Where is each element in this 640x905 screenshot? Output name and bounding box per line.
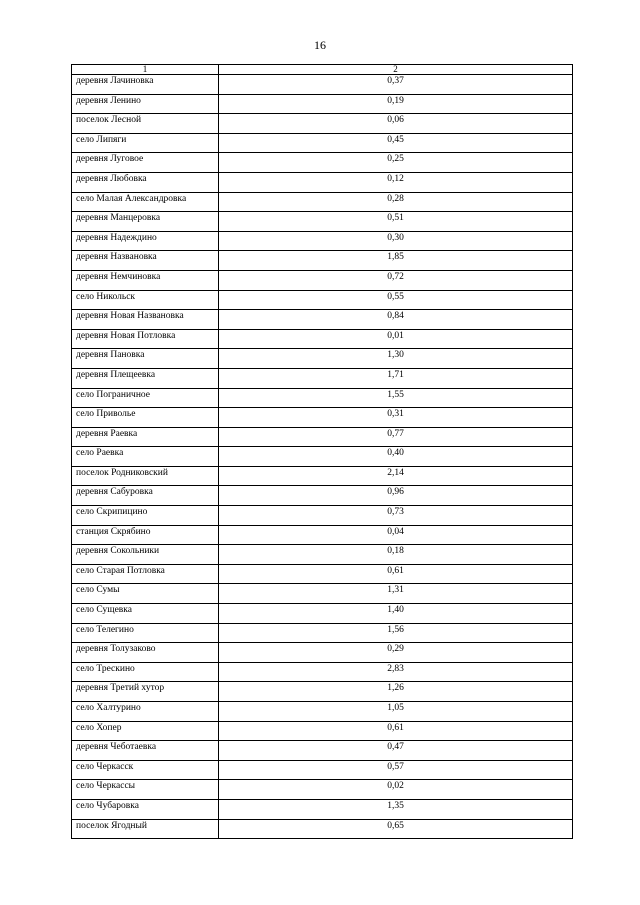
table-row bbox=[72, 486, 573, 506]
settlement-name-cell: село Трескино bbox=[72, 662, 219, 682]
value-cell: 2,14 bbox=[219, 466, 573, 486]
value-cell: 0,25 bbox=[219, 153, 573, 173]
table-row bbox=[72, 721, 573, 741]
settlement-name-cell: село Раевка bbox=[72, 447, 219, 467]
settlement-name-cell: станция Скрябино bbox=[72, 525, 219, 545]
table-row bbox=[72, 368, 573, 388]
value-cell: 0,12 bbox=[219, 172, 573, 192]
table-row bbox=[72, 329, 573, 349]
table-row bbox=[72, 290, 573, 310]
value-cell: 0,61 bbox=[219, 564, 573, 584]
value-cell: 1,30 bbox=[219, 349, 573, 369]
settlement-name-cell: село Телегино bbox=[72, 623, 219, 643]
settlement-name-cell: поселок Родниковский bbox=[72, 466, 219, 486]
table-row bbox=[72, 525, 573, 545]
settlement-name-cell: село Липяги bbox=[72, 133, 219, 153]
table-row bbox=[72, 643, 573, 663]
settlement-name-cell: село Черкасск bbox=[72, 760, 219, 780]
table-row bbox=[72, 466, 573, 486]
table-row bbox=[72, 270, 573, 290]
table-row bbox=[72, 172, 573, 192]
value-cell: 0,73 bbox=[219, 506, 573, 526]
settlement-name-cell: деревня Названовка bbox=[72, 251, 219, 271]
table-row bbox=[72, 153, 573, 173]
settlement-name-cell: деревня Любовка bbox=[72, 172, 219, 192]
value-cell: 0,72 bbox=[219, 270, 573, 290]
table-row bbox=[72, 545, 573, 565]
value-cell: 0,19 bbox=[219, 94, 573, 114]
value-cell: 0,47 bbox=[219, 741, 573, 761]
settlement-name-cell: деревня Новая Потловка bbox=[72, 329, 219, 349]
value-cell: 0,77 bbox=[219, 427, 573, 447]
value-cell: 0,29 bbox=[219, 643, 573, 663]
value-cell: 1,56 bbox=[219, 623, 573, 643]
value-cell: 0,96 bbox=[219, 486, 573, 506]
table-body bbox=[72, 65, 573, 839]
value-cell: 1,40 bbox=[219, 604, 573, 624]
value-cell: 1,31 bbox=[219, 584, 573, 604]
value-cell: 0,18 bbox=[219, 545, 573, 565]
value-cell: 0,37 bbox=[219, 75, 573, 95]
settlement-name-cell: поселок Лесной bbox=[72, 114, 219, 134]
table-header-row bbox=[72, 65, 573, 75]
settlement-name-cell: село Никольск bbox=[72, 290, 219, 310]
settlement-name-cell: деревня Толузаково bbox=[72, 643, 219, 663]
settlement-name-cell: деревня Немчиновка bbox=[72, 270, 219, 290]
settlement-name-cell: деревня Пановка bbox=[72, 349, 219, 369]
settlement-name-cell: село Скрипицино bbox=[72, 506, 219, 526]
settlement-name-cell: деревня Надеждино bbox=[72, 231, 219, 251]
settlement-name-cell: село Чубаровка bbox=[72, 799, 219, 819]
settlement-name-cell: деревня Раевка bbox=[72, 427, 219, 447]
settlement-name-cell: село Халтурино bbox=[72, 702, 219, 722]
settlement-name-cell: деревня Новая Названовка bbox=[72, 310, 219, 330]
settlement-name-cell: село Сущевка bbox=[72, 604, 219, 624]
settlement-name-cell: деревня Третий хутор bbox=[72, 682, 219, 702]
value-cell: 0,31 bbox=[219, 408, 573, 428]
settlement-name-cell: деревня Плещеевка bbox=[72, 368, 219, 388]
settlement-name-cell: село Старая Потловка bbox=[72, 564, 219, 584]
table-row bbox=[72, 506, 573, 526]
table-row bbox=[72, 623, 573, 643]
table-row bbox=[72, 584, 573, 604]
settlement-name-cell: село Пограничное bbox=[72, 388, 219, 408]
settlement-name-cell: деревня Сокольники bbox=[72, 545, 219, 565]
table-row bbox=[72, 662, 573, 682]
value-cell: 0,02 bbox=[219, 780, 573, 800]
table-row bbox=[72, 682, 573, 702]
page-number: 16 bbox=[314, 38, 326, 52]
settlement-name-cell: село Хопер bbox=[72, 721, 219, 741]
value-cell: 0,61 bbox=[219, 721, 573, 741]
value-cell: 0,04 bbox=[219, 525, 573, 545]
settlement-name-cell: деревня Луговое bbox=[72, 153, 219, 173]
value-cell: 1,85 bbox=[219, 251, 573, 271]
table-row bbox=[72, 231, 573, 251]
settlement-name-cell: село Приволье bbox=[72, 408, 219, 428]
table-row bbox=[72, 799, 573, 819]
table-row bbox=[72, 388, 573, 408]
value-cell: 0,84 bbox=[219, 310, 573, 330]
table-row bbox=[72, 133, 573, 153]
settlement-name-cell: село Сумы bbox=[72, 584, 219, 604]
table-row bbox=[72, 604, 573, 624]
column-header-2: 2 bbox=[219, 65, 573, 75]
value-cell: 2,83 bbox=[219, 662, 573, 682]
value-cell: 1,71 bbox=[219, 368, 573, 388]
table-row bbox=[72, 427, 573, 447]
table-row bbox=[72, 251, 573, 271]
table-row bbox=[72, 212, 573, 232]
value-cell: 1,05 bbox=[219, 702, 573, 722]
table-row bbox=[72, 760, 573, 780]
table-row bbox=[72, 447, 573, 467]
table-row bbox=[72, 741, 573, 761]
table-row bbox=[72, 114, 573, 134]
value-cell: 0,65 bbox=[219, 819, 573, 839]
table-row bbox=[72, 780, 573, 800]
settlement-name-cell: деревня Лачиновка bbox=[72, 75, 219, 95]
settlements-table bbox=[71, 64, 573, 839]
value-cell: 1,35 bbox=[219, 799, 573, 819]
table-row bbox=[72, 310, 573, 330]
value-cell: 0,28 bbox=[219, 192, 573, 212]
value-cell: 0,57 bbox=[219, 760, 573, 780]
value-cell: 0,01 bbox=[219, 329, 573, 349]
settlement-name-cell: деревня Ленино bbox=[72, 94, 219, 114]
settlement-name-cell: деревня Манцеровка bbox=[72, 212, 219, 232]
settlement-name-cell: поселок Ягодный bbox=[72, 819, 219, 839]
settlement-name-cell: деревня Сабуровка bbox=[72, 486, 219, 506]
table-row bbox=[72, 564, 573, 584]
value-cell: 1,26 bbox=[219, 682, 573, 702]
value-cell: 0,40 bbox=[219, 447, 573, 467]
column-header-1: 1 bbox=[72, 65, 219, 75]
settlement-name-cell: село Малая Александровка bbox=[72, 192, 219, 212]
table-row bbox=[72, 702, 573, 722]
table-row bbox=[72, 349, 573, 369]
table-row bbox=[72, 408, 573, 428]
value-cell: 0,06 bbox=[219, 114, 573, 134]
table-row bbox=[72, 819, 573, 839]
table-row bbox=[72, 94, 573, 114]
settlement-name-cell: деревня Чеботаевка bbox=[72, 741, 219, 761]
value-cell: 1,55 bbox=[219, 388, 573, 408]
value-cell: 0,45 bbox=[219, 133, 573, 153]
value-cell: 0,30 bbox=[219, 231, 573, 251]
value-cell: 0,55 bbox=[219, 290, 573, 310]
table-row bbox=[72, 192, 573, 212]
settlement-name-cell: село Черкассы bbox=[72, 780, 219, 800]
table-row bbox=[72, 75, 573, 95]
value-cell: 0,51 bbox=[219, 212, 573, 232]
